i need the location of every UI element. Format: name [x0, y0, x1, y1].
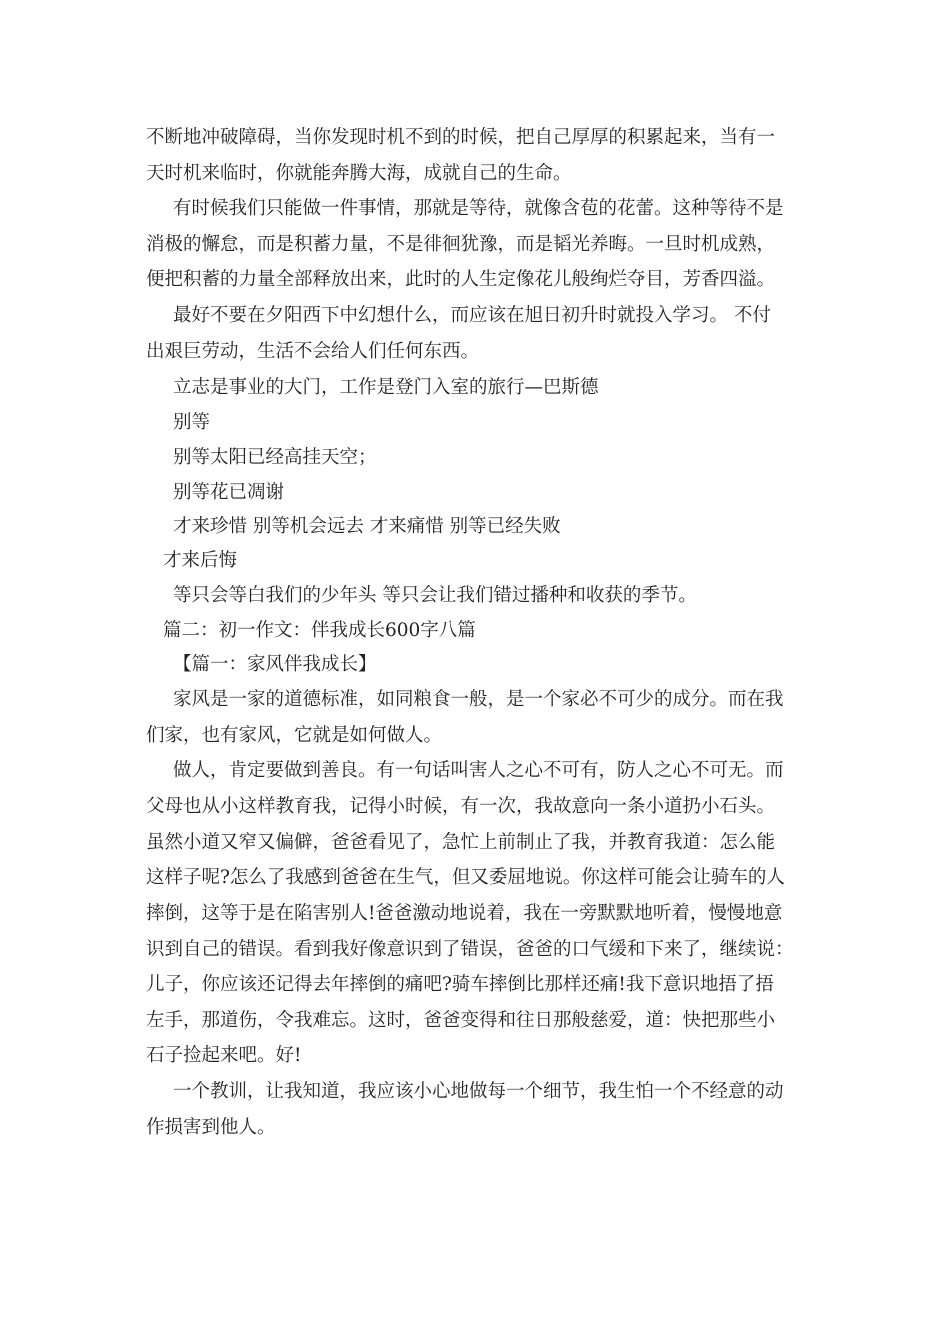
text-line: 不断地冲破障碍，当你发现时机不到的时候，把自己厚厚的积累起来，当有一 [146, 127, 776, 148]
text-line: 最好不要在夕阳西下中幻想什么，而应该在旭日初升时就投入学习。 不付 [173, 305, 771, 326]
text-line: 便把积蓄的力量全部释放出来，此时的人生定像花儿般绚烂夺目，芳香四溢。 [146, 269, 776, 290]
text-line: 等只会等白我们的少年头 等只会让我们错过播种和收获的季节。 [173, 585, 697, 606]
text-line: 家风是一家的道德标准，如同粮食一般，是一个家必不可少的成分。而在我 [173, 689, 784, 710]
text-line: 们家，也有家风，它就是如何做人。 [146, 725, 443, 746]
text-line: 识到自己的错误。看到我好像意识到了错误，爸爸的口气缓和下来了，继续说： [146, 939, 794, 960]
text-line: 有时候我们只能做一件事情，那就是等待，就像含苞的花蕾。这种等待不是 [173, 198, 784, 219]
text-line: 石子捡起来吧。好! [146, 1045, 302, 1066]
text-line: 才来后悔 [163, 550, 238, 571]
text-line: 左手，那道伤，令我难忘。这时，爸爸变得和往日那般慈爱，道：快把那些小 [146, 1010, 776, 1031]
text-line: 一个教训，让我知道，我应该小心地做每一个细节，我生怕一个不经意的动 [173, 1081, 784, 1102]
text-line: 别等太阳已经高挂天空； [173, 447, 377, 468]
text-line: 父母也从小这样教育我，记得小时候，有一次，我故意向一条小道扔小石头。 [146, 796, 776, 817]
text-line: 消极的懈怠，而是积蓄力量，不是徘徊犹豫，而是韬光养晦。一旦时机成熟， [146, 234, 776, 255]
text-line: 别等花已凋谢 [173, 482, 285, 503]
text-line: 摔倒，这等于是在陷害别人!爸爸激动地说着，我在一旁默默地听着，慢慢地意 [146, 903, 783, 924]
text-line: 儿子，你应该还记得去年摔倒的痛吧?骑车摔倒比那样还痛!我下意识地捂了捂 [146, 974, 774, 995]
section-title: 篇二：初一作文：伴我成长600字八篇 [163, 620, 476, 641]
text-line: 出艰巨劳动，生活不会给人们任何东西。 [146, 341, 480, 362]
text-line: 虽然小道又窄又偏僻，爸爸看见了，急忙上前制止了我，并教育我道：怎么能 [146, 832, 776, 853]
text-line: 才来珍惜 别等机会远去 才来痛惜 别等已经失败 [173, 516, 561, 537]
text-line: 别等 [173, 412, 211, 433]
text-line: 这样子呢?怎么了我感到爸爸在生气，但又委屈地说。你这样可能会让骑车的人 [146, 867, 785, 888]
text-line: 做人，肯定要做到善良。有一句话叫害人之心不可有，防人之心不可无。而 [173, 760, 784, 781]
text-line: 立志是事业的大门，工作是登门入室的旅行—巴斯德 [173, 377, 599, 398]
text-line: 天时机来临时，你就能奔腾大海，成就自己的生命。 [146, 163, 572, 184]
text-line: 作损害到他人。 [146, 1117, 276, 1138]
article-title: 【篇一：家风伴我成长】 [173, 654, 377, 675]
